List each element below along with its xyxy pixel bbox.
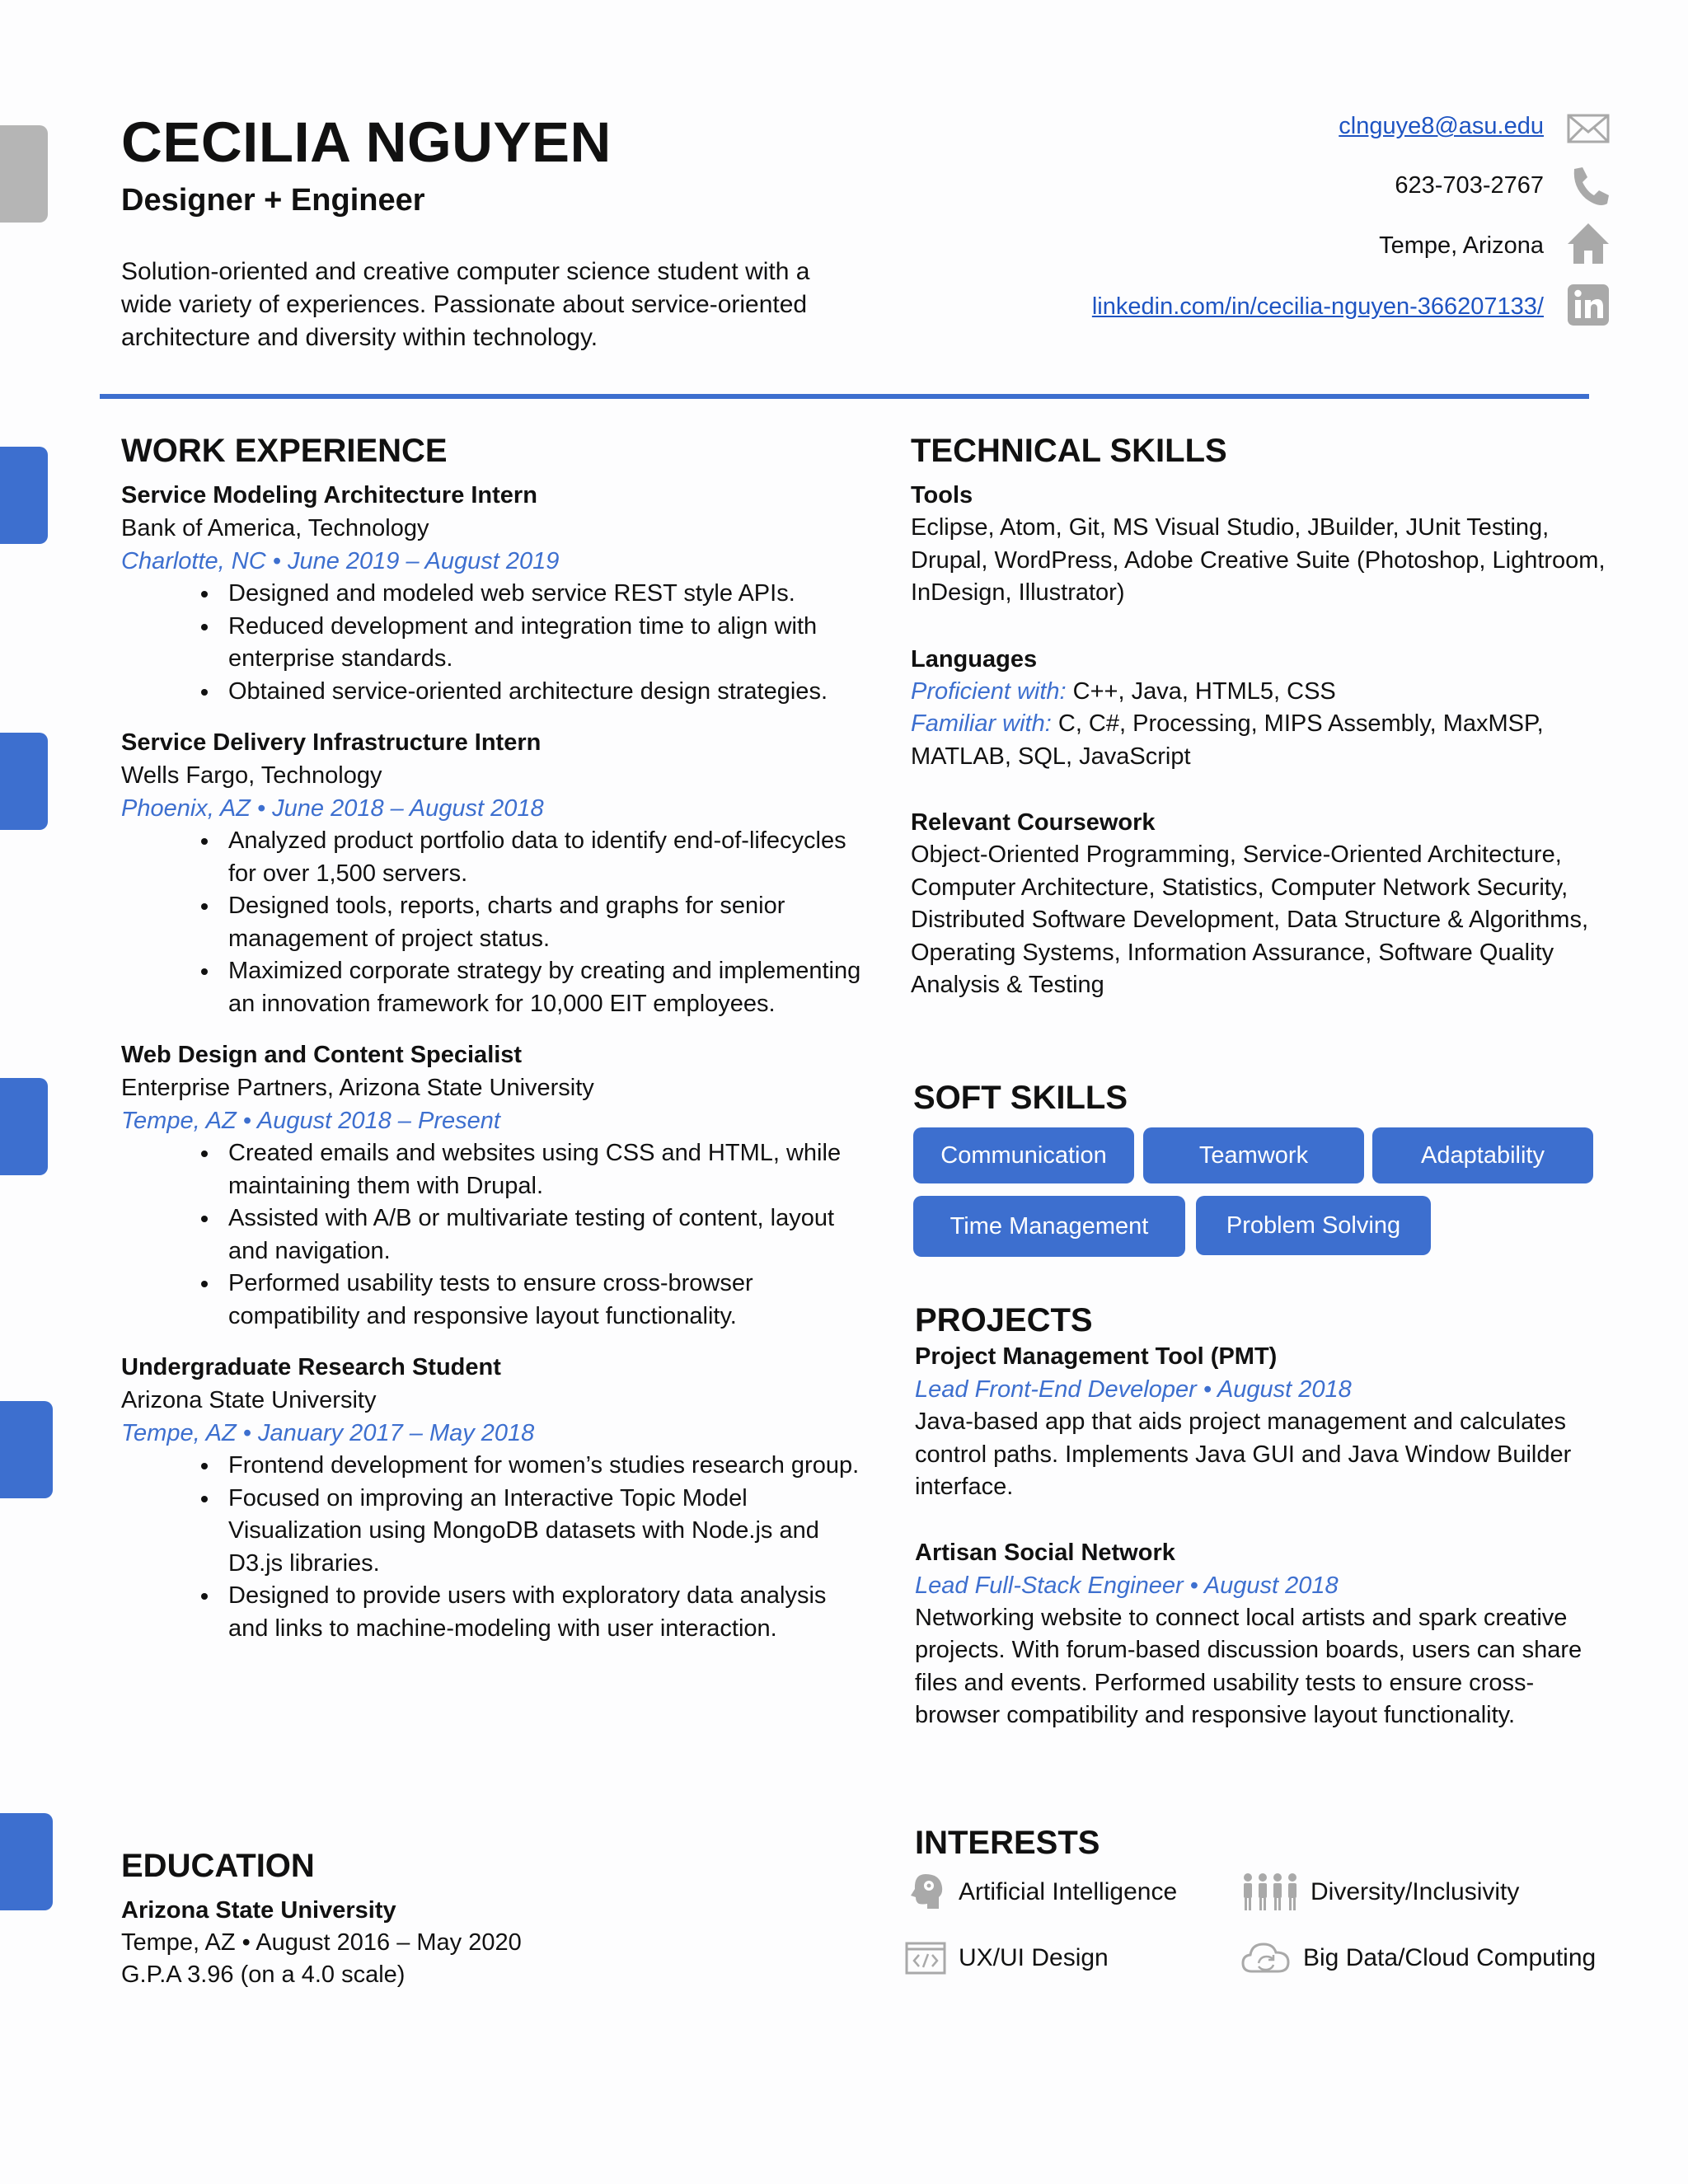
gpa-text: G.P.A 3.96 (on a 4.0 scale)	[121, 1961, 406, 1988]
side-tab	[0, 447, 48, 544]
job-bullets	[121, 1450, 863, 1645]
job-location-dates: Phoenix, AZ • June 2018 – August 2018	[121, 795, 544, 822]
education-heading: EDUCATION	[121, 1848, 315, 1884]
coursework-list: Object-Oriented Programming, Service-Oriented Architecture, Computer Architecture, Statistics, Computer Network Security, Distributed Software Development, Data Structure & Algorithms, Operating Systems, Information Assurance, Software Quality Analysis & Testing	[911, 841, 1589, 998]
technical-skills-heading: TECHNICAL SKILLS	[911, 433, 1227, 469]
technical-skills-section	[911, 433, 1620, 1002]
tools-label: Tools	[911, 482, 973, 509]
skill-chip-adaptability: Adaptability	[1372, 1127, 1593, 1183]
project-role-date: Lead Full-Stack Engineer • August 2018	[915, 1572, 1339, 1599]
job-bullet: • Analyzed product portfolio data to identify end-of-lifecycles for over 1,500 servers.	[220, 825, 863, 890]
job-bullet: • Created emails and websites using CSS and HTML, while maintaining them with Drupal.	[220, 1137, 863, 1202]
left-column	[121, 433, 863, 1663]
job-bullets	[121, 825, 863, 1020]
project-title: Artisan Social Network	[915, 1539, 1175, 1566]
skill-chip-communication: Communication	[913, 1127, 1134, 1183]
job-entry	[121, 1351, 863, 1645]
interest-item	[904, 1871, 1177, 1914]
project-description: Java-based app that aids project management and calculates control paths. Implements Java GUI and Java Window Builder interface.	[915, 1408, 1572, 1500]
email-link[interactable]: clnguye8@asu.edu	[1339, 113, 1544, 139]
code-window-icon	[904, 1937, 947, 1980]
interest-label: Artificial Intelligence	[959, 1878, 1178, 1905]
job-bullet: • Designed to provide users with exploratory data analysis and links to machine-modeling with user interaction.	[220, 1580, 863, 1645]
job-entry	[121, 1038, 863, 1333]
project-role-date: Lead Front-End Developer • August 2018	[915, 1376, 1352, 1403]
familiar-line	[911, 708, 1620, 773]
proficient-label: Proficient with:	[911, 677, 1067, 705]
education-section	[121, 1848, 863, 1991]
work-experience-heading: WORK EXPERIENCE	[121, 433, 448, 469]
brain-head-icon	[904, 1871, 947, 1914]
job-organization: Wells Fargo, Technology	[121, 762, 382, 789]
tools-list: Eclipse, Atom, Git, MS Visual Studio, JBuilder, JUnit Testing, Drupal, WordPress, Adobe Creative Suite (Photoshop, Lightroom, InDesign, Illustrator)	[911, 514, 1606, 606]
projects-section	[915, 1302, 1599, 1732]
interest-label: Big Data/Cloud Computing	[1303, 1944, 1597, 1971]
job-organization: Enterprise Partners, Arizona State University	[121, 1075, 594, 1101]
job-bullet: • Performed usability tests to ensure cross-browser compatibility and responsive layout functionality.	[220, 1268, 863, 1333]
familiar-list: C, C#, Processing, MIPS Assembly, MaxMSP, MATLAB, SQL, JavaScript	[911, 710, 1544, 770]
job-title: Service Modeling Architecture Intern	[121, 482, 537, 509]
linkedin-link[interactable]: linkedin.com/in/cecilia-nguyen-366207133/	[1091, 293, 1544, 320]
job-bullet: • Obtained service-oriented architecture design strategies.	[220, 676, 863, 709]
job-bullet: • Designed and modeled web service REST style APIs.	[220, 578, 863, 611]
interest-item	[1241, 1871, 1519, 1914]
candidate-role: Designer + Engineer	[121, 183, 425, 218]
familiar-label: Familiar with:	[911, 710, 1052, 737]
job-entry	[121, 726, 863, 1020]
job-organization: Arizona State University	[121, 1387, 377, 1413]
job-bullet: • Designed tools, reports, charts and graphs for senior management of project status.	[220, 890, 863, 955]
job-bullets	[121, 1137, 863, 1333]
coursework-label: Relevant Coursework	[911, 809, 1156, 836]
location-text: Tempe, Arizona	[1379, 232, 1544, 259]
side-tab	[0, 125, 48, 223]
skill-chip-time-management: Time Management	[913, 1196, 1185, 1257]
job-bullet: • Maximized corporate strategy by creating and implementing an innovation framework for 10,000 EIT employees.	[220, 955, 863, 1020]
header-divider	[100, 394, 1589, 399]
job-title: Web Design and Content Specialist	[121, 1042, 523, 1068]
side-tab	[0, 1401, 53, 1498]
job-bullet: • Assisted with A/B or multivariate testing of content, layout and navigation.	[220, 1202, 863, 1268]
languages-label: Languages	[911, 645, 1038, 673]
home-icon	[1566, 221, 1611, 265]
interest-label: Diversity/Inclusivity	[1311, 1878, 1520, 1905]
job-bullet: • Frontend development for women’s studies research group.	[220, 1450, 863, 1483]
mail-icon	[1566, 105, 1611, 150]
job-bullets	[121, 578, 863, 708]
job-location-dates: Tempe, AZ • August 2018 – Present	[121, 1108, 500, 1134]
skill-chip-teamwork: Teamwork	[1143, 1127, 1364, 1183]
job-entry	[121, 479, 863, 708]
interest-item	[1240, 1937, 1596, 1980]
school-name: Arizona State University	[121, 1897, 396, 1924]
job-bullet: • Reduced development and integration time to align with enterprise standards.	[220, 611, 863, 676]
school-dates: Tempe, AZ • August 2016 – May 2020	[121, 1929, 522, 1956]
job-organization: Bank of America, Technology	[121, 515, 429, 541]
proficient-list: C++, Java, HTML5, CSS	[1066, 677, 1336, 705]
summary-text: Solution-oriented and creative computer science student with a wide variety of experiences. Passionate about service-oriented architecture and diversity within technology.	[121, 258, 810, 351]
people-group-icon	[1241, 1871, 1299, 1914]
job-location-dates: Charlotte, NC • June 2019 – August 2019	[121, 548, 560, 574]
skill-chip-problem-solving: Problem Solving	[1196, 1196, 1431, 1255]
soft-skills-heading: SOFT SKILLS	[913, 1080, 1128, 1116]
job-title: Undergraduate Research Student	[121, 1354, 501, 1380]
interests-heading: INTERESTS	[915, 1825, 1100, 1861]
project-title: Project Management Tool (PMT)	[915, 1343, 1278, 1370]
side-tab	[0, 1813, 53, 1910]
candidate-name: CECILIA NGUYEN	[121, 110, 612, 174]
job-title: Service Delivery Infrastructure Intern	[121, 729, 542, 756]
cloud-sync-icon	[1240, 1937, 1292, 1980]
interest-label: UX/UI Design	[959, 1944, 1109, 1971]
interest-item	[904, 1937, 1109, 1980]
proficient-line	[911, 676, 1620, 709]
job-bullet: • Focused on improving an Interactive Topic Model Visualization using MongoDB datasets with Node.js and D3.js libraries.	[220, 1483, 863, 1581]
phone-icon	[1566, 164, 1611, 209]
side-tab	[0, 1078, 48, 1175]
project-description: Networking website to connect local artists and spark creative projects. With forum-based discussion boards, users can share files and events. Performed usability tests to ensure cross-browser compatibility and responsive layout functionality.	[915, 1604, 1582, 1728]
phone-number: 623-703-2767	[1395, 172, 1544, 199]
job-location-dates: Tempe, AZ • January 2017 – May 2018	[121, 1420, 535, 1446]
linkedin-icon	[1566, 283, 1611, 327]
side-tab	[0, 733, 48, 830]
projects-heading: PROJECTS	[915, 1302, 1093, 1338]
